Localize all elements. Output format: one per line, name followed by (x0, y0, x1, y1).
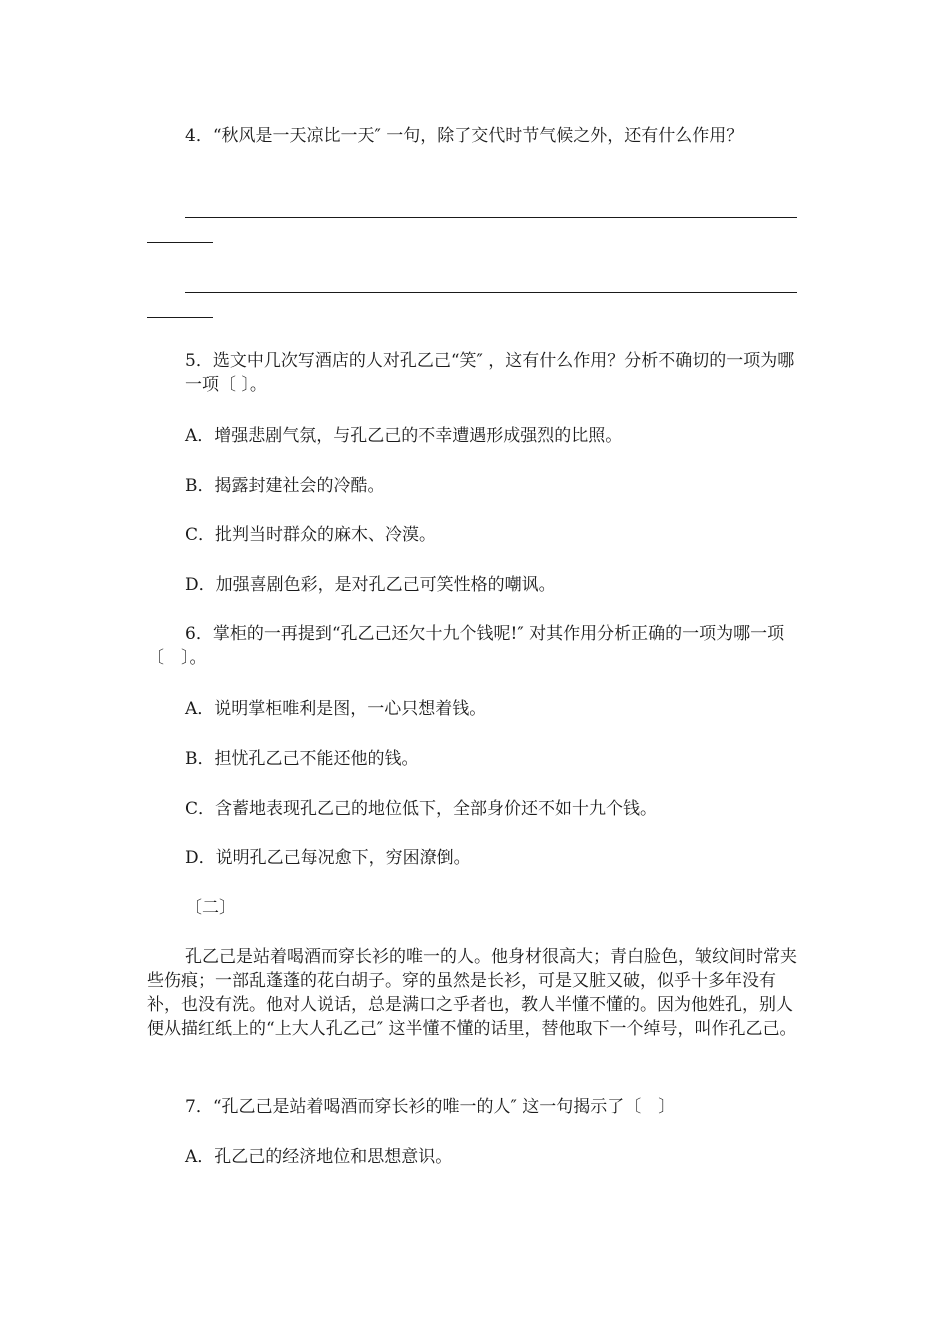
question-5-option-b: B．揭露封建社会的冷酷。 (185, 476, 385, 496)
section-2-passage: 孔乙己是站着喝酒而穿长衫的唯一的人。他身材很高大；青白脸色，皱纹间时常夹些伤痕；一部乱蓬蓬的花白胡子。穿的虽然是长衫，可是又脏又破，似乎十多年没有补，也没有洗。他对人说话，总是满口之乎者也，教人半懂不懂的。因为他姓孔，别人便从描红纸上的“上大人孔乙己″ 这半懂不懂的话里，替他取下一个绰号，叫作孔乙己。 (147, 947, 797, 1039)
question-6-option-a: A．说明掌柜唯利是图，一心只想着钱。 (185, 699, 487, 719)
answer-line-1 (185, 217, 797, 218)
answer-line-2 (185, 292, 797, 293)
question-7-option-a: A．孔乙己的经济地位和思想意识。 (185, 1147, 453, 1167)
question-6-option-c: C．含蓄地表现孔乙己的地位低下，全部身价还不如十九个钱。 (185, 799, 658, 819)
section-2-heading: 〔二〕 (185, 898, 236, 918)
question-6-option-b: B．担忧孔乙己不能还他的钱。 (185, 749, 419, 769)
question-5-option-c: C．批判当时群众的麻木、冷漠。 (185, 525, 437, 545)
answer-line-2-tail (147, 317, 213, 318)
answer-line-1-tail (147, 242, 213, 243)
question-5-option-d: D．加强喜剧色彩，是对孔乙己可笑性格的嘲讽。 (185, 575, 556, 595)
question-5-option-a: A．增强悲剧气氛，与孔乙己的不幸遭遇形成强烈的比照。 (185, 426, 623, 446)
question-6-option-d: D．说明孔乙己每况愈下，穷困潦倒。 (185, 848, 471, 868)
question-4-stem: 4．“秋风是一天凉比一天″ 一句，除了交代时节气候之外，还有什么作用？ (185, 126, 744, 146)
question-7-stem: 7．“孔乙己是站着喝酒而穿长衫的唯一的人″ 这一句揭示了〔 〕 (185, 1097, 676, 1117)
question-5-stem: 5．选文中几次写酒店的人对孔乙己“笑″ ，这有什么作用？分析不确切的一项为哪一项〔 〕。 (185, 351, 795, 395)
question-6-stem: 6．掌柜的一再提到“孔乙己还欠十九个钱呢!″ 对其作用分析正确的一项为哪一项〔 〕。 (147, 624, 785, 668)
